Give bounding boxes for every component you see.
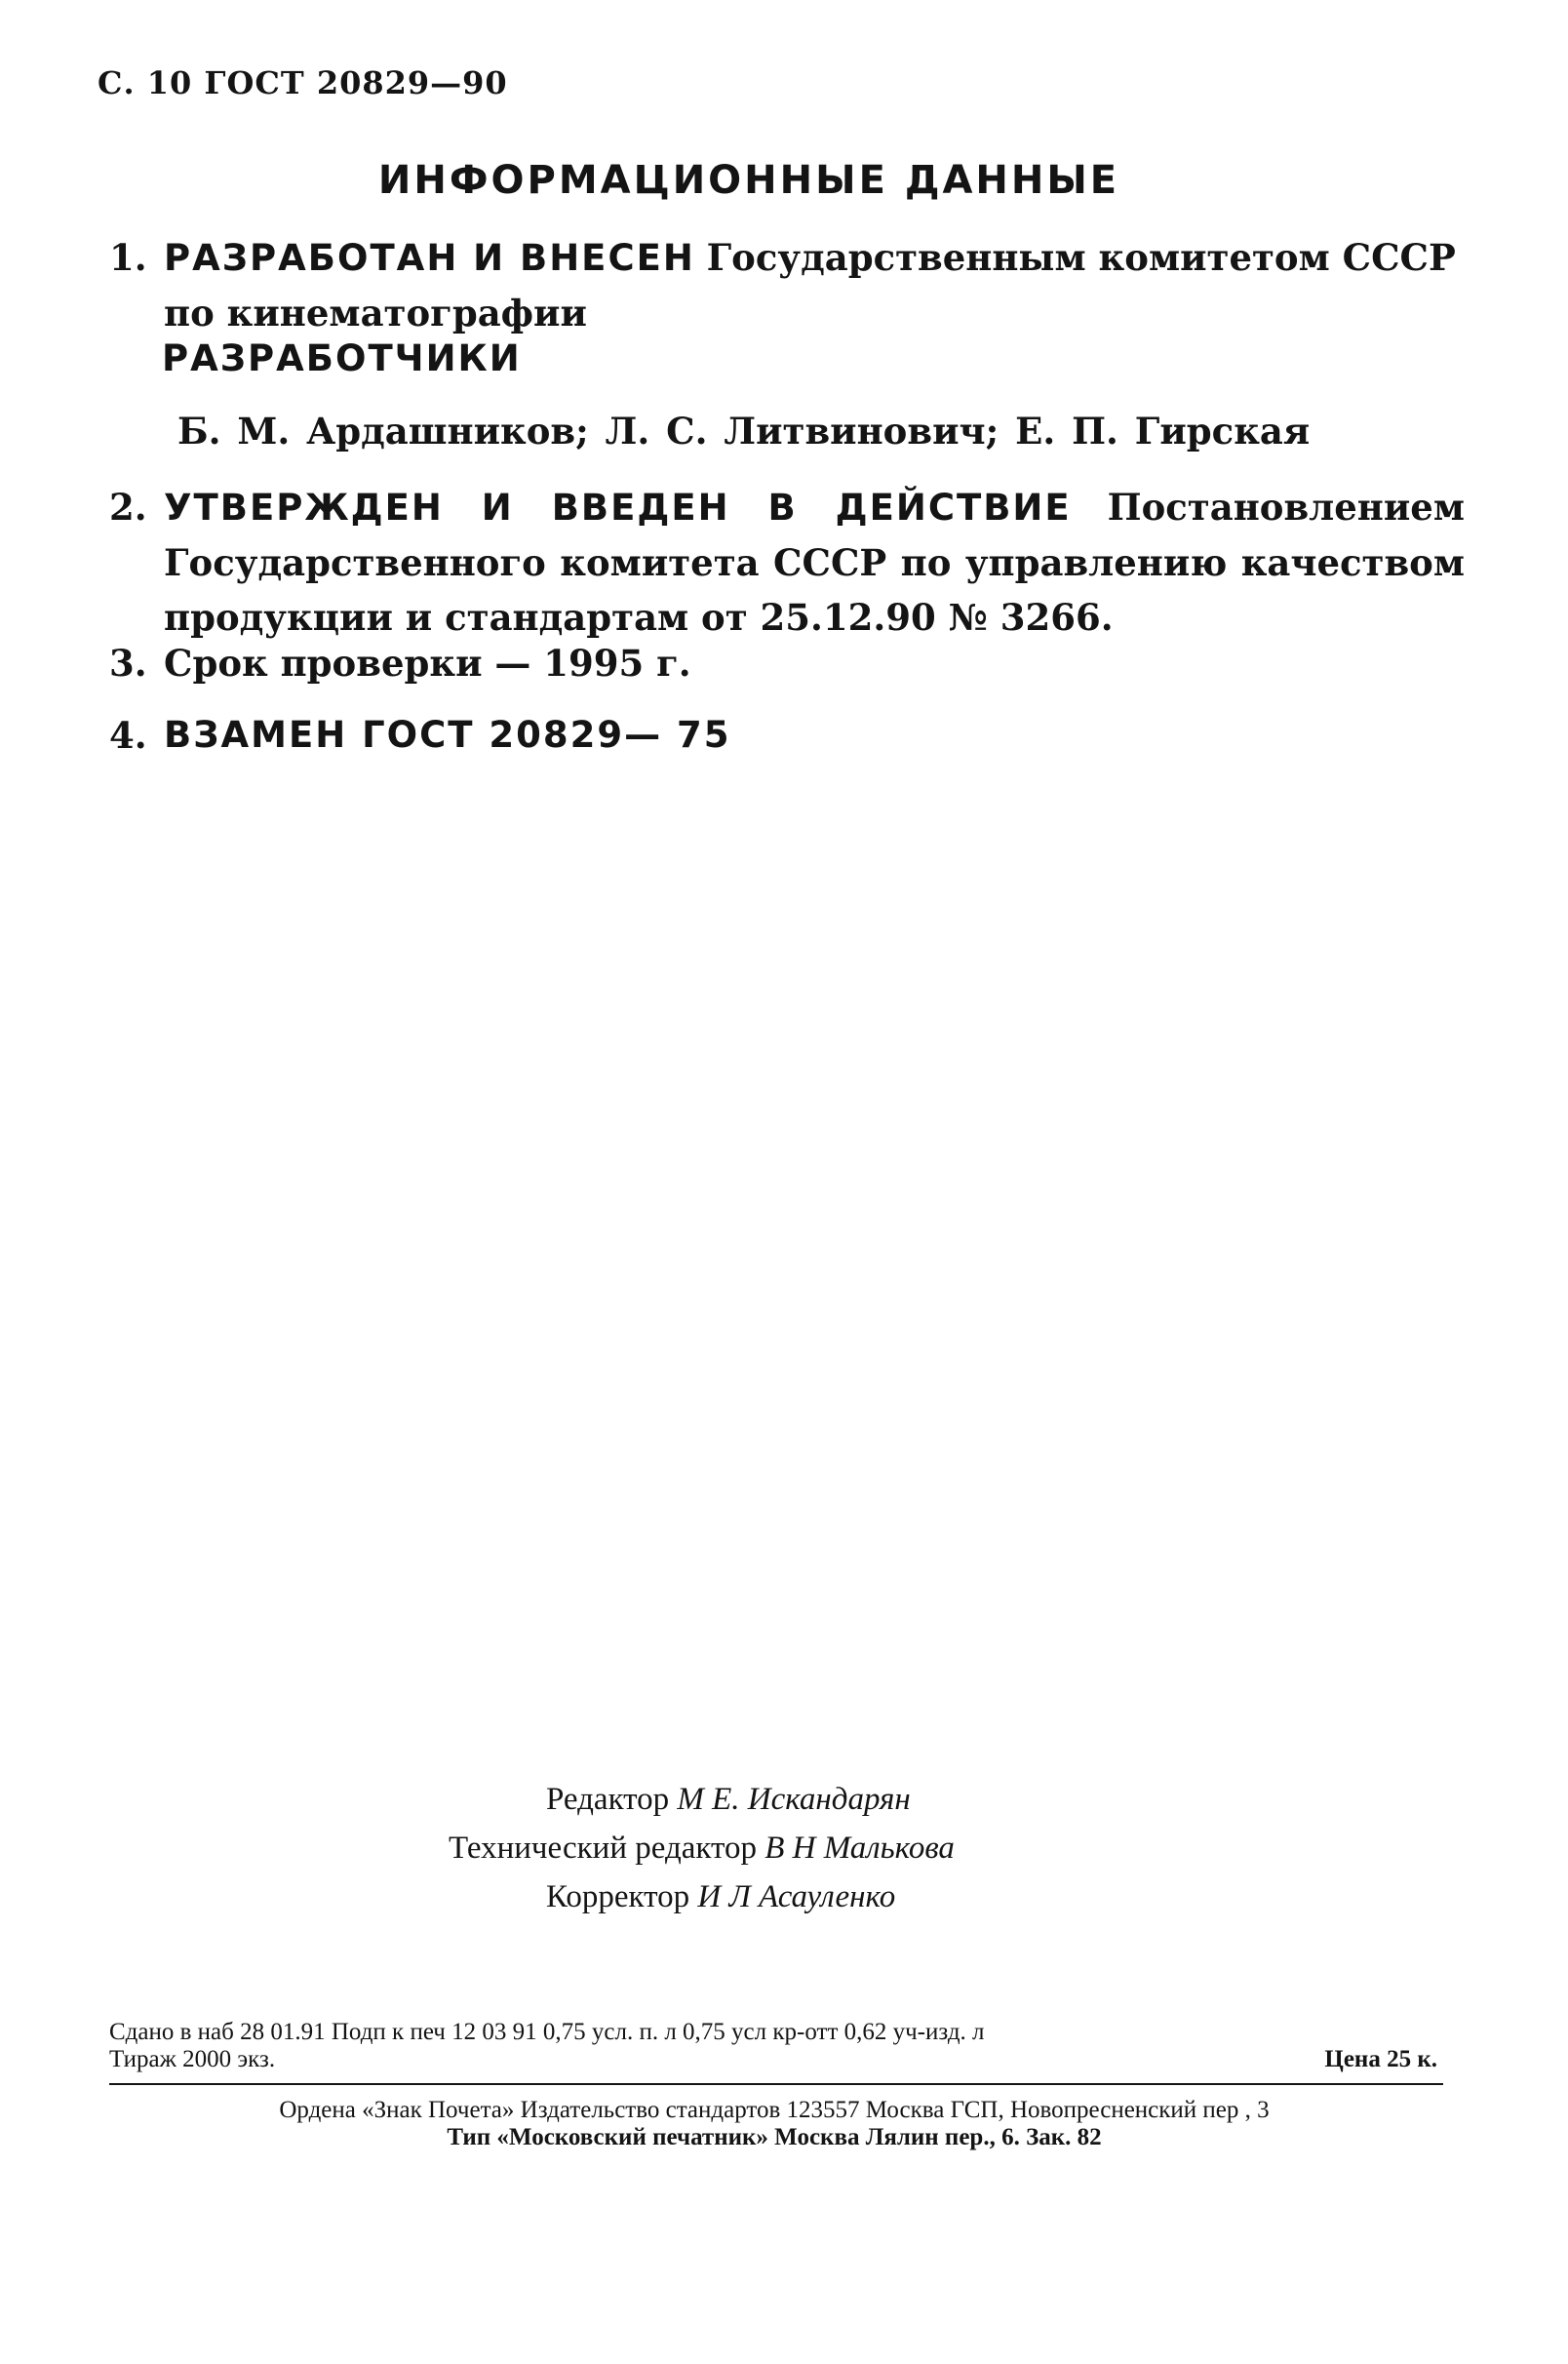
item-text: Срок проверки — 1995 г.: [164, 642, 691, 685]
info-item-1: [109, 230, 1465, 340]
item-text: Государственным комитетом СССР: [706, 236, 1456, 279]
item-text-continued: по кинематографии: [164, 292, 587, 335]
printer-block: [101, 2097, 1447, 2151]
page-header: С. 10 ГОСТ 20829—90: [98, 64, 508, 101]
item-number: 1.: [109, 236, 147, 279]
item-number: 3.: [109, 642, 147, 685]
credit-role: Корректор: [546, 1879, 690, 1914]
item-number: 2.: [109, 486, 147, 529]
section-title: ИНФОРМАЦИОННЫЕ ДАННЫЕ: [377, 158, 1120, 203]
info-item-2: [109, 480, 1465, 645]
item-caps: УТВЕРЖДЕН И ВВЕДЕН В ДЕЙСТВИЕ: [164, 487, 1072, 529]
info-item-3: [109, 636, 1465, 690]
info-item-4: [109, 708, 1465, 763]
item-caps: РАЗРАБОТАН И ВНЕСЕН: [164, 237, 695, 279]
credit-name: М Е. Искандарян: [677, 1782, 911, 1817]
developers-names: Б. М. Ардашников; Л. С. Литвинович; Е. П. Гирская: [177, 410, 1311, 453]
developers-heading: РАЗРАБОТЧИКИ: [162, 337, 522, 379]
imprint-price: Цена 25 к.: [1324, 2046, 1437, 2072]
printer-line: Ордена «Знак Почета» Издательство стандартов 123557 Москва ГСП, Новопресненский пер , 3: [279, 2097, 1270, 2123]
imprint-line: Сдано в наб 28 01.91 Подп к печ 12 03 91 0,75 усл. п. л 0,75 усл кр-отт 0,62 уч-изд. л: [109, 2019, 985, 2045]
item-number: 4.: [109, 714, 147, 757]
imprint-circulation: Тираж 2000 экз.: [109, 2046, 276, 2072]
item-text: Постановлением Государственного комитета СССР по управлению качеством продукции и стандартам от 25.12.90 № 3266.: [164, 486, 1465, 639]
item-line: [164, 230, 1465, 286]
credits-block: [449, 1775, 955, 1921]
credit-editor: [449, 1775, 955, 1824]
credit-role: Технический редактор: [449, 1831, 757, 1866]
printer-line: Тип «Московский печатник» Москва Лялин пер., 6. Зак. 82: [447, 2124, 1102, 2150]
imprint-block: [109, 2019, 1437, 2073]
credit-name: И Л Асауленко: [697, 1879, 896, 1914]
credit-proofreader: [449, 1872, 955, 1921]
credit-name: В Н Малькова: [764, 1831, 955, 1866]
credit-role: Редактор: [546, 1782, 670, 1817]
divider-rule: [109, 2083, 1443, 2085]
credit-technical-editor: [449, 1824, 955, 1872]
item-caps: ВЗАМЕН ГОСТ 20829— 75: [164, 714, 731, 756]
